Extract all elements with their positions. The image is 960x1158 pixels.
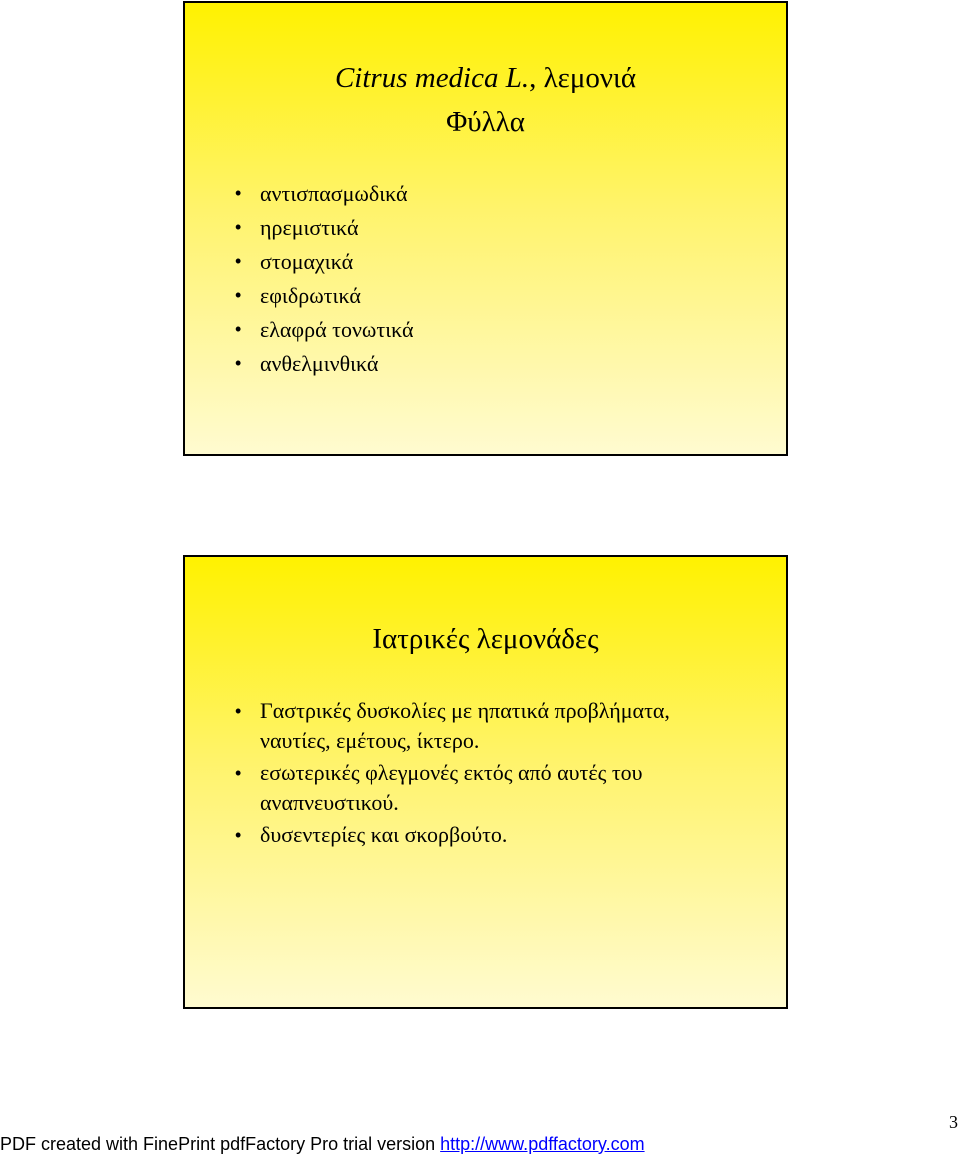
list-item: • στομαχικά — [233, 246, 414, 277]
list-item: • Γαστρικές δυσκολίες με ηπατικά προβλήματα, ναυτίες, εμέτους, ίκτερο. — [233, 696, 703, 756]
footer-link[interactable]: http://www.pdffactory.com — [440, 1134, 645, 1154]
common-name: , λεμονιά — [529, 62, 637, 94]
list-item: • εφιδρωτικά — [233, 280, 414, 311]
list-item: • ελαφρά τονωτικά — [233, 314, 414, 345]
species-name: Citrus medica L. — [334, 62, 530, 94]
slide-2 — [183, 555, 788, 1009]
list-item: • εσωτερικές φλεγμονές εκτός από αυτές του αναπνευστικού. — [233, 758, 703, 818]
slide-1-title — [185, 60, 786, 96]
list-item: • δυσεντερίες και σκορβούτο. — [233, 820, 703, 850]
slide-1-bullet-list — [233, 178, 414, 382]
list-item: • ηρεμιστικά — [233, 212, 414, 243]
list-item: • αντισπασμωδικά — [233, 178, 414, 209]
slide-1-subtitle: Φύλλα — [446, 106, 525, 138]
slide-2-bullet-list — [233, 696, 703, 852]
slide-1 — [183, 1, 788, 456]
pdf-footer — [0, 1132, 645, 1156]
slide-2-title: Ιατρικές λεμονάδες — [372, 623, 599, 655]
list-item: • ανθελμινθικά — [233, 348, 414, 379]
page-number: 3 — [949, 1112, 958, 1132]
footer-text: PDF created with FinePrint pdfFactory Pro trial version — [0, 1134, 441, 1154]
